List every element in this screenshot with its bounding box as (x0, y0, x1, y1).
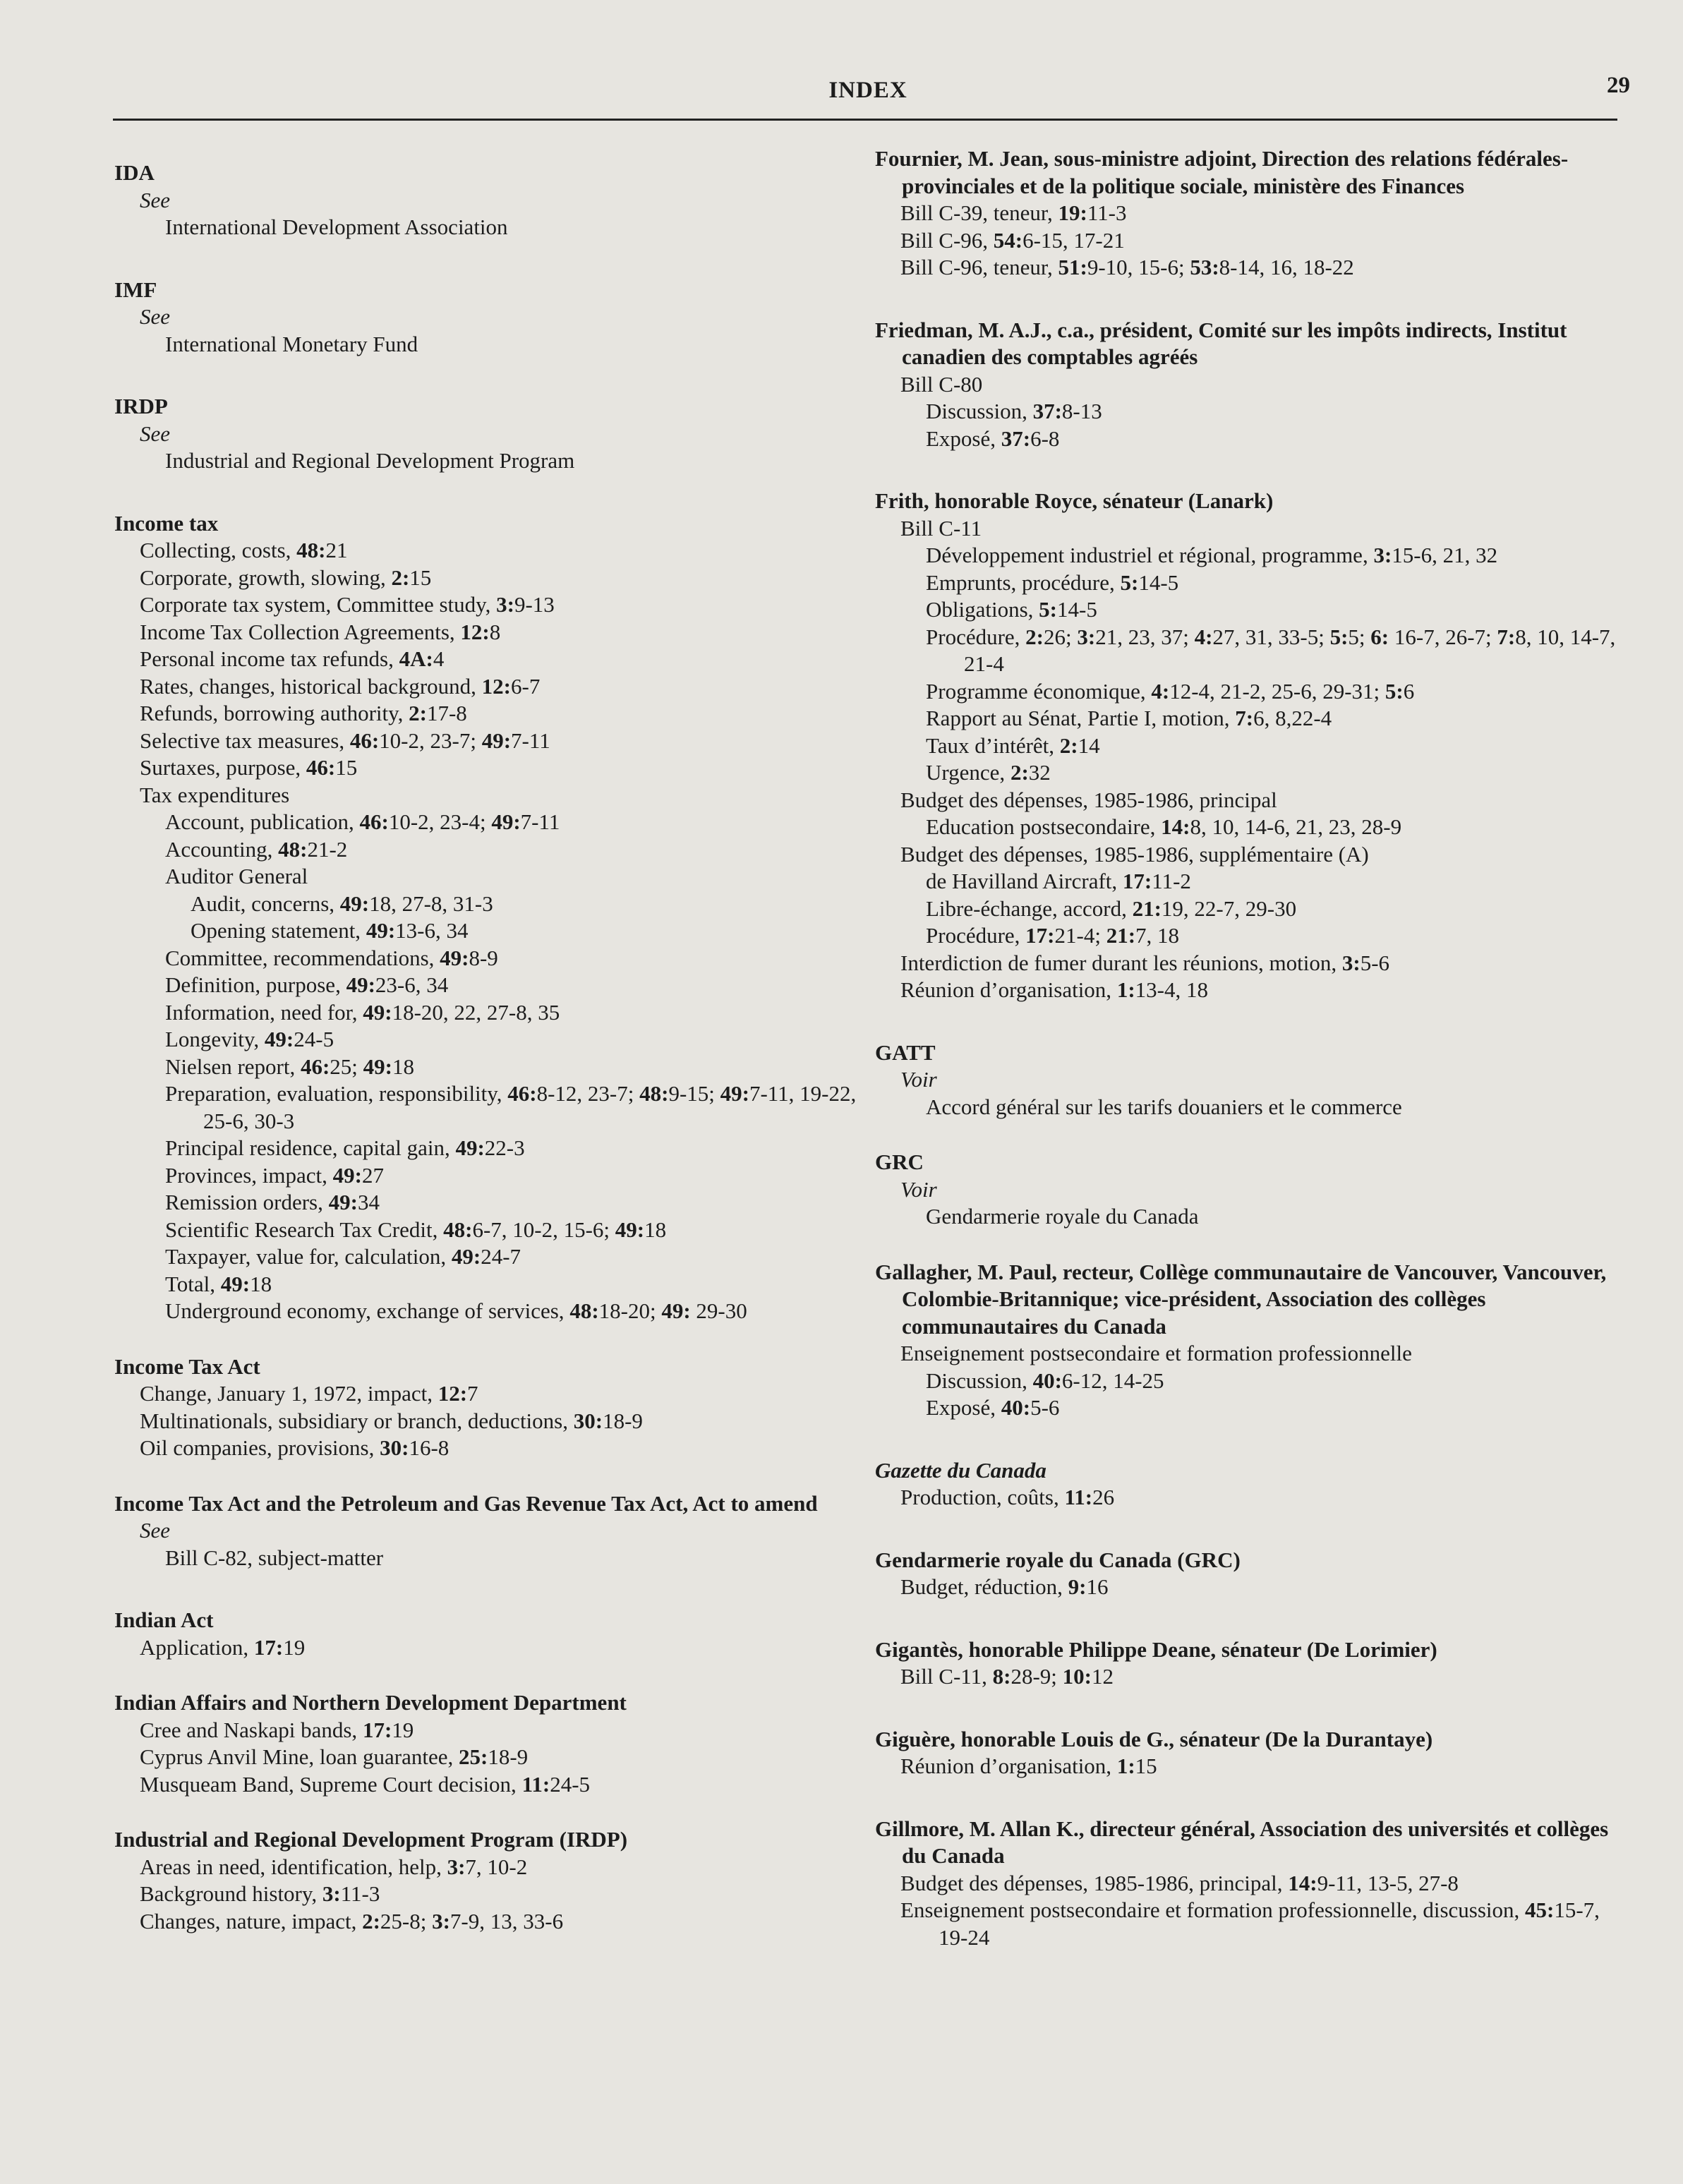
entry-spacer (114, 241, 862, 277)
entry-subline: Emprunts, procédure, 5:14-5 (926, 569, 1179, 595)
entry-heading: Income tax (114, 510, 219, 536)
entry-spacer (875, 452, 1619, 488)
entry-heading: GATT (875, 1039, 936, 1065)
entry-heading: Gillmore, M. Allan K., directeur général, Association des universités et collèges du Canada (875, 1816, 1609, 1868)
entry-subline: Cree and Naskapi bands, 17:19 (140, 1717, 414, 1742)
entry-heading: Giguère, honorable Louis de G., sénateur (De la Durantaye) (875, 1726, 1433, 1751)
entry-subline: Committee, recommendations, 49:8-9 (165, 945, 498, 970)
entry-subline: Remission orders, 49:34 (165, 1190, 380, 1214)
entry-subline: International Development Association (165, 215, 508, 239)
entry-spacer (875, 1121, 1619, 1149)
index-entry (114, 1826, 862, 1935)
entry-subline: Nielsen report, 46:25; 49:18 (165, 1054, 414, 1079)
entry-subline: Oil companies, provisions, 30:16-8 (140, 1435, 450, 1460)
entry-subline: Selective tax measures, 46:10-2, 23-7; 49:7-11 (140, 728, 550, 753)
entry-subline: Cyprus Anvil Mine, loan guarantee, 25:18-9 (140, 1744, 529, 1769)
entry-subline: Exposé, 37:6-8 (926, 426, 1060, 451)
entry-subline: Tax expenditures (140, 782, 290, 807)
entry-subline: Multinationals, subsidiary or branch, deductions, 30:18-9 (140, 1408, 643, 1433)
entry-subline: Réunion d’organisation, 1:15 (900, 1754, 1157, 1778)
index-entry (114, 1490, 862, 1572)
entry-subline: Rates, changes, historical background, 12:6-7 (140, 673, 541, 699)
entry-subline: Surtaxes, purpose, 46:15 (140, 755, 358, 780)
entry-subline: Procédure, 17:21-4; 21:7, 18 (926, 923, 1180, 948)
entry-subline: Interdiction de fumer durant les réunions, motion, 3:5-6 (900, 950, 1390, 975)
entry-spacer (114, 1325, 862, 1353)
index-entry (875, 488, 1619, 1004)
index-entry (114, 277, 862, 358)
entry-subline: Bill C-11, 8:28-9; 10:12 (900, 1664, 1114, 1689)
entry-subline: Areas in need, identification, help, 3:7, 10-2 (140, 1854, 528, 1879)
index-entry (875, 1457, 1619, 1512)
page-number: 29 (1607, 73, 1630, 98)
index-entry (114, 1353, 862, 1462)
entry-subline: Provinces, impact, 49:27 (165, 1162, 384, 1188)
entry-subline: Bill C-96, 54:6-15, 17-21 (900, 227, 1125, 253)
see-reference: See (140, 421, 171, 446)
entry-heading: IDA (114, 160, 155, 185)
see-reference: Voir (900, 1176, 937, 1202)
entry-subline: Account, publication, 46:10-2, 23-4; 49:7-11 (165, 809, 560, 834)
entry-subline: Corporate, growth, slowing, 2:15 (140, 565, 432, 590)
entry-subline: Audit, concerns, 49:18, 27-8, 31-3 (191, 891, 493, 916)
entry-subline: Principal residence, capital gain, 49:22-3 (165, 1135, 525, 1160)
entry-spacer (875, 1512, 1619, 1547)
entry-heading: Friedman, M. A.J., c.a., président, Comité sur les impôts indirects, Institut canadien des comptables agréés (875, 317, 1567, 369)
entry-subline: Bill C-80 (900, 371, 983, 397)
entry-subline: Bill C-39, teneur, 19:11-3 (900, 200, 1127, 225)
entry-subline: Refunds, borrowing authority, 2:17-8 (140, 701, 467, 725)
entry-subline: Enseignement postsecondaire et formation professionnelle (900, 1341, 1412, 1365)
entry-spacer (875, 1004, 1619, 1039)
header-rule (113, 119, 1617, 121)
entry-subline: Enseignement postsecondaire et formation professionnelle, discussion, 45:15-7, 19-24 (900, 1898, 1600, 1950)
entry-subline: Urgence, 2:32 (926, 760, 1051, 785)
entry-heading: Indian Affairs and Northern Development Department (114, 1690, 627, 1715)
entry-subline: de Havilland Aircraft, 17:11-2 (926, 869, 1191, 893)
entry-subline: Discussion, 40:6-12, 14-25 (926, 1368, 1164, 1393)
index-entry (114, 1607, 862, 1661)
entry-subline: Développement industriel et régional, programme, 3:15-6, 21, 32 (926, 543, 1498, 567)
entry-subline: Underground economy, exchange of services, 48:18-20; 49: 29-30 (165, 1298, 747, 1323)
index-entry (875, 1726, 1619, 1780)
entry-spacer (114, 1798, 862, 1826)
entry-subline: Information, need for, 49:18-20, 22, 27-8, 35 (165, 999, 560, 1025)
entry-spacer (114, 1661, 862, 1689)
entry-subline: Obligations, 5:14-5 (926, 597, 1097, 622)
index-entry (875, 145, 1619, 282)
see-reference: Voir (900, 1067, 937, 1092)
entry-subline: Budget des dépenses, 1985-1986, principal (900, 787, 1277, 812)
entry-heading: Industrial and Regional Development Program (IRDP) (114, 1827, 628, 1852)
left-column (114, 159, 862, 1935)
entry-subline: Corporate tax system, Committee study, 3:9-13 (140, 592, 555, 617)
entry-spacer (875, 1422, 1619, 1457)
entry-heading: Gendarmerie royale du Canada (GRC) (875, 1547, 1241, 1572)
entry-subline: Personal income tax refunds, 4A:4 (140, 646, 445, 671)
index-entry (114, 510, 862, 1325)
entry-subline: Bill C-82, subject-matter (165, 1545, 384, 1570)
entry-subline: Taux d’intérêt, 2:14 (926, 732, 1100, 758)
index-entry (875, 1259, 1619, 1422)
entry-heading: Income Tax Act (114, 1353, 260, 1379)
entry-heading: IMF (114, 277, 157, 302)
entry-subline: Budget, réduction, 9:16 (900, 1574, 1109, 1599)
index-entry (875, 1039, 1619, 1121)
entry-subline: Budget des dépenses, 1985-1986, principal, 14:9-11, 13-5, 27-8 (900, 1870, 1459, 1895)
index-entry (114, 393, 862, 475)
entry-spacer (114, 475, 862, 510)
entry-subline: Discussion, 37:8-13 (926, 399, 1102, 423)
entry-subline: Accord général sur les tarifs douaniers et le commerce (926, 1094, 1402, 1119)
entry-spacer (875, 1691, 1619, 1726)
entry-subline: Procédure, 2:26; 3:21, 23, 37; 4:27, 31, 33-5; 5:5; 6: 16-7, 26-7; 7:8, 10, 14-7, 21-4 (926, 624, 1616, 676)
entry-subline: Bill C-11 (900, 515, 982, 541)
right-column (875, 145, 1619, 1951)
index-entry (875, 317, 1619, 453)
see-reference: See (140, 304, 171, 329)
entry-subline: Industrial and Regional Development Program (165, 448, 575, 473)
entry-subline: Change, January 1, 1972, impact, 12:7 (140, 1381, 478, 1406)
entry-subline: Opening statement, 49:13-6, 34 (191, 918, 469, 943)
entry-subline: Scientific Research Tax Credit, 48:6-7, 10-2, 15-6; 49:18 (165, 1217, 667, 1242)
entry-subline: Taxpayer, value for, calculation, 49:24-7 (165, 1244, 521, 1269)
entry-subline: Réunion d’organisation, 1:13-4, 18 (900, 977, 1208, 1002)
entry-subline: Programme économique, 4:12-4, 21-2, 25-6, 29-31; 5:6 (926, 678, 1415, 704)
entry-heading: Frith, honorable Royce, sénateur (Lanark) (875, 488, 1274, 513)
entry-spacer (875, 1601, 1619, 1636)
entry-subline: Definition, purpose, 49:23-6, 34 (165, 972, 449, 997)
entry-subline: Background history, 3:11-3 (140, 1881, 380, 1906)
entry-subline: Accounting, 48:21-2 (165, 836, 348, 862)
entry-subline: Libre-échange, accord, 21:19, 22-7, 29-30 (926, 895, 1297, 921)
entry-subline: Budget des dépenses, 1985-1986, supplémentaire (A) (900, 841, 1369, 867)
entry-subline: Rapport au Sénat, Partie I, motion, 7:6, 8,22-4 (926, 706, 1332, 730)
entry-spacer (875, 1780, 1619, 1816)
entry-spacer (114, 1462, 862, 1490)
entry-subline: Exposé, 40:5-6 (926, 1395, 1060, 1420)
entry-spacer (114, 1571, 862, 1607)
entry-heading: Gazette du Canada (875, 1457, 1046, 1483)
index-entry (875, 1636, 1619, 1691)
index-entry (114, 159, 862, 241)
index-entry (875, 1547, 1619, 1601)
entry-subline: Total, 49:18 (165, 1271, 272, 1296)
index-entry (114, 1689, 862, 1798)
entry-subline: International Monetary Fund (165, 331, 418, 356)
entry-subline: Collecting, costs, 48:21 (140, 538, 348, 562)
entry-subline: Production, coûts, 11:26 (900, 1485, 1115, 1509)
entry-heading: Indian Act (114, 1607, 214, 1632)
index-entry (875, 1149, 1619, 1231)
entry-heading: Fournier, M. Jean, sous-ministre adjoint, Direction des relations fédérales-provinciales et de la politique sociale, ministère des Finances (875, 146, 1569, 198)
entry-subline: Longevity, 49:24-5 (165, 1027, 334, 1051)
index-entry (875, 1816, 1619, 1952)
entry-subline: Application, 17:19 (140, 1634, 306, 1660)
entry-subline: Changes, nature, impact, 2:25-8; 3:7-9, 13, 33-6 (140, 1908, 564, 1933)
entry-heading: Gallagher, M. Paul, recteur, Collège communautaire de Vancouver, Vancouver, Colombie-Britannique; vice-président, Association des collèges communautaires du Canada (875, 1259, 1607, 1339)
entry-subline: Education postsecondaire, 14:8, 10, 14-6, 21, 23, 28-9 (926, 814, 1402, 839)
entry-subline: Gendarmerie royale du Canada (926, 1204, 1199, 1229)
entry-heading: GRC (875, 1150, 924, 1174)
entry-subline: Bill C-96, teneur, 51:9-10, 15-6; 53:8-14, 16, 18-22 (900, 255, 1354, 279)
entry-subline: Income Tax Collection Agreements, 12:8 (140, 619, 501, 644)
entry-heading: Income Tax Act and the Petroleum and Gas Revenue Tax Act, Act to amend (114, 1490, 818, 1516)
entry-heading: IRDP (114, 394, 168, 418)
page-title: INDEX (828, 78, 907, 103)
see-reference: See (140, 187, 171, 212)
entry-spacer (114, 358, 862, 393)
entry-spacer (875, 1231, 1619, 1259)
entry-spacer (875, 282, 1619, 317)
entry-subline: Musqueam Band, Supreme Court decision, 11:24-5 (140, 1771, 591, 1797)
see-reference: See (140, 1518, 171, 1543)
entry-heading: Gigantès, honorable Philippe Deane, sénateur (De Lorimier) (875, 1636, 1437, 1662)
entry-subline: Auditor General (165, 864, 308, 888)
entry-subline: Preparation, evaluation, responsibility, 46:8-12, 23-7; 48:9-15; 49:7-11, 19-22, 25-6, 30-3 (165, 1081, 857, 1133)
